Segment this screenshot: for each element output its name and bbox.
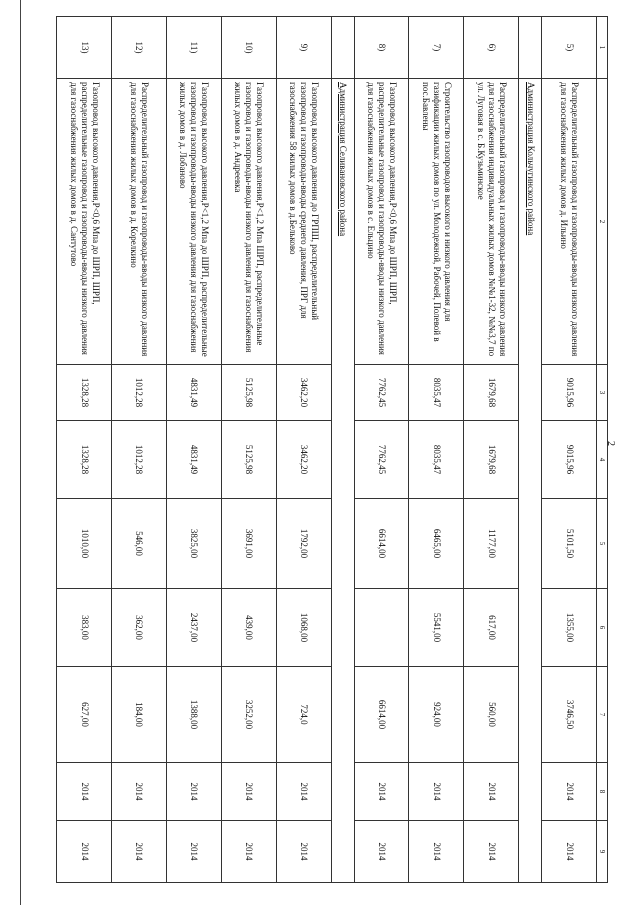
row-number: 6) [464, 17, 519, 79]
row-description: Распределительный газопровод и газопроводы-вводы низкого давления для газоснабжения жилых домов д. Ильино [542, 79, 597, 365]
cell-value: 8035,47 [409, 365, 464, 421]
row-number: 8) [354, 17, 409, 79]
cell-value: 6465,00 [409, 499, 464, 589]
cell-year: 2014 [409, 821, 464, 883]
cell-year: 2014 [464, 763, 519, 821]
cell-value: 5541,00 [409, 589, 464, 667]
cell-year: 2014 [276, 821, 331, 883]
cell-value: 5101,50 [542, 499, 597, 589]
table-row [354, 17, 409, 883]
cell-value: 3825,00 [166, 499, 221, 589]
page-number: 2 [605, 441, 616, 446]
table-row [409, 17, 464, 883]
row-description: Газопровод высокого давления,Р<0,6 Мпа до ШРП, ШРП, распределительные газопровод и газопроводы-вводы низкого давления для газоснабжения жилых домов в д. Сантутово [57, 79, 112, 365]
cell-value: 7762,45 [354, 421, 409, 499]
cell-value: 9015,96 [542, 421, 597, 499]
row-description: Распределительный газопровод и газопроводы-вводы низкого давления для газоснабжения индивидуальных жилых домов №№1-32, №№3,7 по ул. Луговая в с. Б.Кузьминское [464, 79, 519, 365]
cell-value: 560,00 [464, 667, 519, 763]
cell-value: 6614,00 [354, 667, 409, 763]
col-header: 6 [597, 589, 608, 667]
cell-value: 1012,28 [112, 365, 167, 421]
header-row [597, 17, 608, 883]
section-title: Администрация Селивановского района [331, 79, 354, 883]
table-row [221, 17, 276, 883]
cell-value: 5125,98 [221, 365, 276, 421]
cell-year: 2014 [112, 763, 167, 821]
row-description: Газопровод высокого давления,Р<1,2 Мпа до ШРП, распределительные газопровод и газопроводы-вводы низкого давления для газоснабжения жилых домов в д. Лобаново [166, 79, 221, 365]
cell-value: 1068,00 [276, 589, 331, 667]
cell-value [354, 589, 409, 667]
cell-value: 924,00 [409, 667, 464, 763]
cell-year: 2014 [57, 821, 112, 883]
cell-year: 2014 [542, 821, 597, 883]
col-header: 4 [597, 421, 608, 499]
row-number: 5) [542, 17, 597, 79]
cell-year: 2014 [276, 763, 331, 821]
table-row [166, 17, 221, 883]
row-description: Газопровод высокого давления до ГРПШ, распределительный газопровод и газопроводы-вводы среднего давления, ПРГ для газоснабжения 58 жилых домов в д.Бельково [276, 79, 331, 365]
gasification-table [56, 16, 608, 883]
row-number: 12) [112, 17, 167, 79]
cell-value: 2437,00 [166, 589, 221, 667]
table-row [542, 17, 597, 883]
row-number: 13) [57, 17, 112, 79]
cell-year: 2014 [354, 763, 409, 821]
table-body [57, 17, 597, 883]
row-number: 9) [276, 17, 331, 79]
col-header: 3 [597, 365, 608, 421]
cell-year: 2014 [409, 763, 464, 821]
cell-value: 1177,00 [464, 499, 519, 589]
cell-value: 8035,47 [409, 421, 464, 499]
table-row [276, 17, 331, 883]
col-header: 1 [597, 17, 608, 79]
cell-value: 362,00 [112, 589, 167, 667]
cell-value: 4831,49 [166, 421, 221, 499]
cell-value: 1328,28 [57, 421, 112, 499]
section-spacer [519, 17, 542, 79]
cell-value: 5125,98 [221, 421, 276, 499]
section-row [519, 17, 542, 883]
cell-value: 1012,28 [112, 421, 167, 499]
section-spacer [331, 17, 354, 79]
row-number: 11) [166, 17, 221, 79]
col-header: 5 [597, 499, 608, 589]
cell-year: 2014 [542, 763, 597, 821]
cell-year: 2014 [221, 821, 276, 883]
section-title: Администрация Кольчугинского района [519, 79, 542, 883]
table-row [57, 17, 112, 883]
col-header: 8 [597, 763, 608, 821]
cell-value: 546,00 [112, 499, 167, 589]
section-row [331, 17, 354, 883]
cell-year: 2014 [166, 763, 221, 821]
cell-value: 184,00 [112, 667, 167, 763]
cell-value: 1792,00 [276, 499, 331, 589]
cell-value: 617,00 [464, 589, 519, 667]
cell-year: 2014 [57, 763, 112, 821]
col-header: 7 [597, 667, 608, 763]
cell-value: 439,00 [221, 589, 276, 667]
cell-value: 3462,20 [276, 421, 331, 499]
row-number: 7) [409, 17, 464, 79]
col-header: 2 [597, 79, 608, 365]
cell-value: 3252,00 [221, 667, 276, 763]
cell-value: 9015,96 [542, 365, 597, 421]
cell-value: 1388,00 [166, 667, 221, 763]
cell-value: 6614,00 [354, 499, 409, 589]
cell-value: 1328,28 [57, 365, 112, 421]
cell-year: 2014 [464, 821, 519, 883]
col-header: 9 [597, 821, 608, 883]
cell-value: 1010,00 [57, 499, 112, 589]
cell-value: 1679,68 [464, 365, 519, 421]
row-description: Строительство газопроводов высокого и низкого давления для газификации жилых домов по ул. Молодежной, Рабочей, Полевой в пос.Бавлены [409, 79, 464, 365]
cell-value: 3691,00 [221, 499, 276, 589]
scan-edge-line [20, 0, 21, 905]
cell-year: 2014 [112, 821, 167, 883]
cell-value: 724,0 [276, 667, 331, 763]
row-description: Газопровод высокого давления,Р<0,6 Мпа до ШРП, ШРП, распределительные газопровод и газопроводы-вводы низкого давления для газоснабжения жилых домов в с. Ельцино [354, 79, 409, 365]
cell-value: 1679,68 [464, 421, 519, 499]
cell-year: 2014 [221, 763, 276, 821]
cell-value: 3746,50 [542, 667, 597, 763]
cell-value: 383,00 [57, 589, 112, 667]
row-number: 10) [221, 17, 276, 79]
cell-year: 2014 [354, 821, 409, 883]
cell-value: 3462,20 [276, 365, 331, 421]
cell-value: 627,00 [57, 667, 112, 763]
row-description: Распределительный газопровод и газопроводы-вводы низкого давления для газоснабжения жилых домов в д. Корелкино [112, 79, 167, 365]
rotated-page [56, 16, 616, 882]
cell-year: 2014 [166, 821, 221, 883]
table-row [112, 17, 167, 883]
cell-value: 4831,49 [166, 365, 221, 421]
row-description: Газопровод высокого давления,Р<1,2 Мпа ШРП, распределительные газопровод и газопроводы-вводы низкого давления для газоснабжения жилых домов в д. Андреевка [221, 79, 276, 365]
cell-value: 7762,45 [354, 365, 409, 421]
cell-value: 1355,00 [542, 589, 597, 667]
table-row [464, 17, 519, 883]
